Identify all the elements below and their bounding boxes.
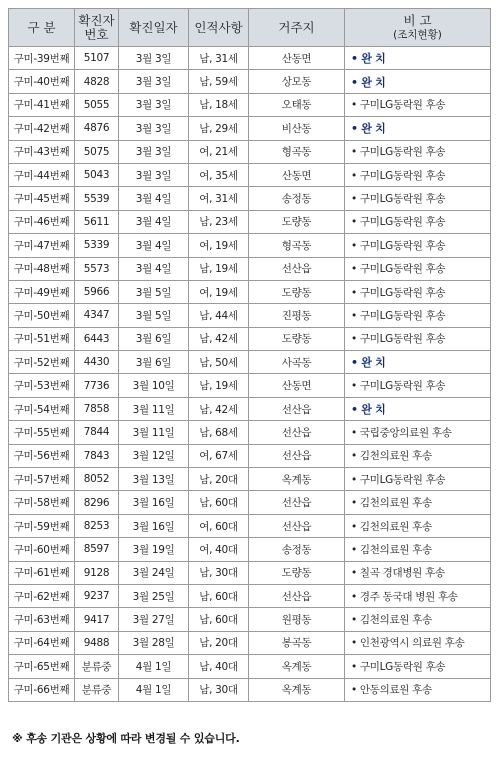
cell-person-info: 남, 44세 bbox=[189, 304, 249, 327]
cell-category: 구미-43번째 bbox=[9, 140, 75, 163]
cell-confirmed-date: 3월 27일 bbox=[119, 608, 189, 631]
cell-confirmed-date: 3월 4일 bbox=[119, 210, 189, 233]
cell-person-info: 남, 42세 bbox=[189, 397, 249, 420]
cell-residence: 옥계동 bbox=[249, 468, 345, 491]
cell-remarks: • 구미LG동락원 후송 bbox=[345, 468, 491, 491]
cell-confirmed-date: 3월 10일 bbox=[119, 374, 189, 397]
cell-person-info: 남, 60대 bbox=[189, 491, 249, 514]
cell-residence: 산동면 bbox=[249, 163, 345, 186]
cell-residence: 도량동 bbox=[249, 327, 345, 350]
table-row bbox=[9, 93, 491, 116]
cell-category: 구미-64번째 bbox=[9, 631, 75, 654]
cell-category: 구미-58번째 bbox=[9, 491, 75, 514]
table-row bbox=[9, 280, 491, 303]
cell-residence: 옥계동 bbox=[249, 655, 345, 678]
cell-patient-no: 5573 bbox=[75, 257, 119, 280]
cell-patient-no: 5107 bbox=[75, 47, 119, 70]
cell-category: 구미-44번째 bbox=[9, 163, 75, 186]
cell-remarks: • 완 치 bbox=[345, 70, 491, 93]
cell-patient-no: 5966 bbox=[75, 280, 119, 303]
cell-confirmed-date: 3월 3일 bbox=[119, 117, 189, 140]
cell-category: 구미-48번째 bbox=[9, 257, 75, 280]
cell-remarks: • 구미LG동락원 후송 bbox=[345, 140, 491, 163]
cell-category: 구미-66번째 bbox=[9, 678, 75, 701]
patient-table-sheet bbox=[8, 8, 491, 702]
cell-remarks: • 김천의료원 후송 bbox=[345, 444, 491, 467]
cell-patient-no: 4828 bbox=[75, 70, 119, 93]
cell-confirmed-date: 3월 4일 bbox=[119, 257, 189, 280]
cell-patient-no: 5055 bbox=[75, 93, 119, 116]
cell-confirmed-date: 3월 3일 bbox=[119, 70, 189, 93]
cell-category: 구미-51번째 bbox=[9, 327, 75, 350]
cell-patient-no: 8253 bbox=[75, 514, 119, 537]
cell-category: 구미-57번째 bbox=[9, 468, 75, 491]
table-row bbox=[9, 468, 491, 491]
cell-person-info: 남, 20대 bbox=[189, 631, 249, 654]
cell-person-info: 남, 40대 bbox=[189, 655, 249, 678]
cell-person-info: 남, 31세 bbox=[189, 47, 249, 70]
cell-residence: 진평동 bbox=[249, 304, 345, 327]
cell-remarks: • 김천의료원 후송 bbox=[345, 514, 491, 537]
header-remarks bbox=[345, 9, 491, 47]
cell-confirmed-date: 3월 19일 bbox=[119, 538, 189, 561]
cell-patient-no: 9237 bbox=[75, 584, 119, 607]
cell-category: 구미-47번째 bbox=[9, 234, 75, 257]
cell-patient-no: 4347 bbox=[75, 304, 119, 327]
cell-remarks: • 구미LG동락원 후송 bbox=[345, 327, 491, 350]
cell-confirmed-date: 3월 5일 bbox=[119, 280, 189, 303]
cell-category: 구미-65번째 bbox=[9, 655, 75, 678]
cell-category: 구미-62번째 bbox=[9, 584, 75, 607]
cell-residence: 상모동 bbox=[249, 70, 345, 93]
cell-person-info: 남, 30대 bbox=[189, 561, 249, 584]
table-row bbox=[9, 140, 491, 163]
cell-person-info: 남, 42세 bbox=[189, 327, 249, 350]
header-residence: 거주지 bbox=[249, 9, 345, 47]
cell-person-info: 여, 19세 bbox=[189, 280, 249, 303]
cell-category: 구미-53번째 bbox=[9, 374, 75, 397]
cell-remarks: • 완 치 bbox=[345, 397, 491, 420]
cell-category: 구미-63번째 bbox=[9, 608, 75, 631]
cell-residence: 선산읍 bbox=[249, 421, 345, 444]
cell-person-info: 남, 18세 bbox=[189, 93, 249, 116]
cell-category: 구미-56번째 bbox=[9, 444, 75, 467]
table-row bbox=[9, 631, 491, 654]
cell-person-info: 남, 23세 bbox=[189, 210, 249, 233]
patient-table bbox=[8, 8, 491, 702]
table-row bbox=[9, 187, 491, 210]
cell-patient-no: 8296 bbox=[75, 491, 119, 514]
cell-category: 구미-50번째 bbox=[9, 304, 75, 327]
cell-person-info: 여, 35세 bbox=[189, 163, 249, 186]
header-person-info: 인적사항 bbox=[189, 9, 249, 47]
cell-residence: 형곡동 bbox=[249, 140, 345, 163]
table-row bbox=[9, 584, 491, 607]
cell-residence: 선산읍 bbox=[249, 397, 345, 420]
cell-remarks: • 구미LG동락원 후송 bbox=[345, 163, 491, 186]
cell-residence: 도량동 bbox=[249, 561, 345, 584]
cell-remarks: • 완 치 bbox=[345, 117, 491, 140]
cell-confirmed-date: 3월 4일 bbox=[119, 187, 189, 210]
table-row bbox=[9, 538, 491, 561]
header-patient-no: 확진자 번호 bbox=[75, 9, 119, 47]
cell-residence: 비산동 bbox=[249, 117, 345, 140]
cell-patient-no: 분류중 bbox=[75, 655, 119, 678]
table-row bbox=[9, 117, 491, 140]
cell-person-info: 여, 19세 bbox=[189, 234, 249, 257]
table-row bbox=[9, 678, 491, 701]
cell-residence: 봉곡동 bbox=[249, 631, 345, 654]
table-row bbox=[9, 47, 491, 70]
table-row bbox=[9, 421, 491, 444]
cell-confirmed-date: 3월 25일 bbox=[119, 584, 189, 607]
cell-patient-no: 5339 bbox=[75, 234, 119, 257]
cell-patient-no: 7843 bbox=[75, 444, 119, 467]
cell-patient-no: 5075 bbox=[75, 140, 119, 163]
cell-patient-no: 8052 bbox=[75, 468, 119, 491]
cell-residence: 사곡동 bbox=[249, 351, 345, 374]
cell-person-info: 여, 40대 bbox=[189, 538, 249, 561]
cell-category: 구미-60번째 bbox=[9, 538, 75, 561]
cell-category: 구미-41번째 bbox=[9, 93, 75, 116]
cell-patient-no: 5539 bbox=[75, 187, 119, 210]
cell-person-info: 남, 50세 bbox=[189, 351, 249, 374]
cell-confirmed-date: 4월 1일 bbox=[119, 678, 189, 701]
cell-residence: 송정동 bbox=[249, 538, 345, 561]
cell-person-info: 여, 31세 bbox=[189, 187, 249, 210]
cell-patient-no: 5043 bbox=[75, 163, 119, 186]
cell-patient-no: 9128 bbox=[75, 561, 119, 584]
footnote: ※ 후송 기관은 상황에 따라 변경될 수 있습니다. bbox=[12, 732, 240, 745]
cell-confirmed-date: 3월 28일 bbox=[119, 631, 189, 654]
cell-remarks: • 칠곡 경대병원 후송 bbox=[345, 561, 491, 584]
cell-person-info: 여, 21세 bbox=[189, 140, 249, 163]
cell-confirmed-date: 3월 3일 bbox=[119, 140, 189, 163]
table-row bbox=[9, 327, 491, 350]
cell-category: 구미-39번째 bbox=[9, 47, 75, 70]
cell-confirmed-date: 3월 4일 bbox=[119, 234, 189, 257]
cell-residence: 오태동 bbox=[249, 93, 345, 116]
table-row bbox=[9, 163, 491, 186]
table-row bbox=[9, 514, 491, 537]
cell-confirmed-date: 3월 16일 bbox=[119, 514, 189, 537]
header-remarks-subtitle: (조치현황) bbox=[393, 28, 442, 41]
cell-remarks: • 국립중앙의료원 후송 bbox=[345, 421, 491, 444]
cell-category: 구미-42번째 bbox=[9, 117, 75, 140]
cell-residence: 원평동 bbox=[249, 608, 345, 631]
cell-person-info: 남, 19세 bbox=[189, 257, 249, 280]
table-header-row bbox=[9, 9, 491, 47]
cell-person-info: 남, 29세 bbox=[189, 117, 249, 140]
cell-confirmed-date: 3월 3일 bbox=[119, 93, 189, 116]
table-row bbox=[9, 257, 491, 280]
table-row bbox=[9, 444, 491, 467]
cell-patient-no: 9488 bbox=[75, 631, 119, 654]
cell-person-info: 여, 60대 bbox=[189, 514, 249, 537]
cell-person-info: 여, 67세 bbox=[189, 444, 249, 467]
cell-remarks: • 안동의료원 후송 bbox=[345, 678, 491, 701]
cell-category: 구미-49번째 bbox=[9, 280, 75, 303]
cell-confirmed-date: 3월 6일 bbox=[119, 327, 189, 350]
cell-residence: 산동면 bbox=[249, 374, 345, 397]
table-row bbox=[9, 304, 491, 327]
cell-residence: 선산읍 bbox=[249, 257, 345, 280]
cell-category: 구미-55번째 bbox=[9, 421, 75, 444]
table-row bbox=[9, 397, 491, 420]
cell-remarks: • 완 치 bbox=[345, 351, 491, 374]
cell-category: 구미-59번째 bbox=[9, 514, 75, 537]
cell-confirmed-date: 3월 11일 bbox=[119, 397, 189, 420]
cell-patient-no: 분류중 bbox=[75, 678, 119, 701]
table-row bbox=[9, 210, 491, 233]
cell-remarks: • 구미LG동락원 후송 bbox=[345, 210, 491, 233]
cell-residence: 옥계동 bbox=[249, 678, 345, 701]
cell-patient-no: 4430 bbox=[75, 351, 119, 374]
cell-category: 구미-52번째 bbox=[9, 351, 75, 374]
cell-residence: 도량동 bbox=[249, 210, 345, 233]
cell-remarks: • 김천의료원 후송 bbox=[345, 538, 491, 561]
table-row bbox=[9, 608, 491, 631]
table-row bbox=[9, 561, 491, 584]
cell-confirmed-date: 3월 13일 bbox=[119, 468, 189, 491]
cell-remarks: • 김천의료원 후송 bbox=[345, 491, 491, 514]
cell-remarks: • 구미LG동락원 후송 bbox=[345, 655, 491, 678]
cell-patient-no: 7844 bbox=[75, 421, 119, 444]
cell-remarks: • 구미LG동락원 후송 bbox=[345, 257, 491, 280]
cell-residence: 선산읍 bbox=[249, 514, 345, 537]
cell-confirmed-date: 3월 6일 bbox=[119, 351, 189, 374]
table-row bbox=[9, 351, 491, 374]
cell-person-info: 남, 59세 bbox=[189, 70, 249, 93]
cell-confirmed-date: 4월 1일 bbox=[119, 655, 189, 678]
cell-remarks: • 구미LG동락원 후송 bbox=[345, 374, 491, 397]
cell-remarks: • 구미LG동락원 후송 bbox=[345, 304, 491, 327]
cell-residence: 형곡동 bbox=[249, 234, 345, 257]
cell-category: 구미-46번째 bbox=[9, 210, 75, 233]
cell-remarks: • 인천광역시 의료원 후송 bbox=[345, 631, 491, 654]
cell-remarks: • 구미LG동락원 후송 bbox=[345, 234, 491, 257]
table-row bbox=[9, 655, 491, 678]
cell-person-info: 남, 20대 bbox=[189, 468, 249, 491]
cell-confirmed-date: 3월 24일 bbox=[119, 561, 189, 584]
cell-confirmed-date: 3월 12일 bbox=[119, 444, 189, 467]
cell-patient-no: 4876 bbox=[75, 117, 119, 140]
cell-person-info: 남, 30대 bbox=[189, 678, 249, 701]
cell-category: 구미-40번째 bbox=[9, 70, 75, 93]
cell-person-info: 남, 60대 bbox=[189, 608, 249, 631]
cell-category: 구미-45번째 bbox=[9, 187, 75, 210]
cell-category: 구미-61번째 bbox=[9, 561, 75, 584]
cell-residence: 도량동 bbox=[249, 280, 345, 303]
cell-patient-no: 5611 bbox=[75, 210, 119, 233]
cell-person-info: 남, 68세 bbox=[189, 421, 249, 444]
cell-remarks: • 구미LG동락원 후송 bbox=[345, 280, 491, 303]
table-body bbox=[9, 47, 491, 702]
table-row bbox=[9, 234, 491, 257]
header-remarks-title: 비 고 bbox=[403, 12, 432, 28]
table-row bbox=[9, 491, 491, 514]
cell-confirmed-date: 3월 16일 bbox=[119, 491, 189, 514]
header-confirmed-date: 확진일자 bbox=[119, 9, 189, 47]
cell-residence: 선산읍 bbox=[249, 444, 345, 467]
cell-remarks: • 경주 동국대 병원 후송 bbox=[345, 584, 491, 607]
cell-confirmed-date: 3월 11일 bbox=[119, 421, 189, 444]
table-row bbox=[9, 374, 491, 397]
table-row bbox=[9, 70, 491, 93]
cell-remarks: • 구미LG동락원 후송 bbox=[345, 187, 491, 210]
cell-residence: 산동면 bbox=[249, 47, 345, 70]
cell-residence: 선산읍 bbox=[249, 584, 345, 607]
cell-patient-no: 7736 bbox=[75, 374, 119, 397]
cell-remarks: • 완 치 bbox=[345, 47, 491, 70]
cell-patient-no: 7858 bbox=[75, 397, 119, 420]
cell-person-info: 남, 60대 bbox=[189, 584, 249, 607]
cell-patient-no: 8597 bbox=[75, 538, 119, 561]
cell-residence: 송정동 bbox=[249, 187, 345, 210]
cell-category: 구미-54번째 bbox=[9, 397, 75, 420]
cell-residence: 선산읍 bbox=[249, 491, 345, 514]
cell-patient-no: 6443 bbox=[75, 327, 119, 350]
cell-person-info: 남, 19세 bbox=[189, 374, 249, 397]
cell-remarks: • 구미LG동락원 후송 bbox=[345, 93, 491, 116]
cell-confirmed-date: 3월 5일 bbox=[119, 304, 189, 327]
cell-patient-no: 9417 bbox=[75, 608, 119, 631]
cell-confirmed-date: 3월 3일 bbox=[119, 47, 189, 70]
header-category: 구 분 bbox=[9, 9, 75, 47]
cell-confirmed-date: 3월 3일 bbox=[119, 163, 189, 186]
cell-remarks: • 김천의료원 후송 bbox=[345, 608, 491, 631]
